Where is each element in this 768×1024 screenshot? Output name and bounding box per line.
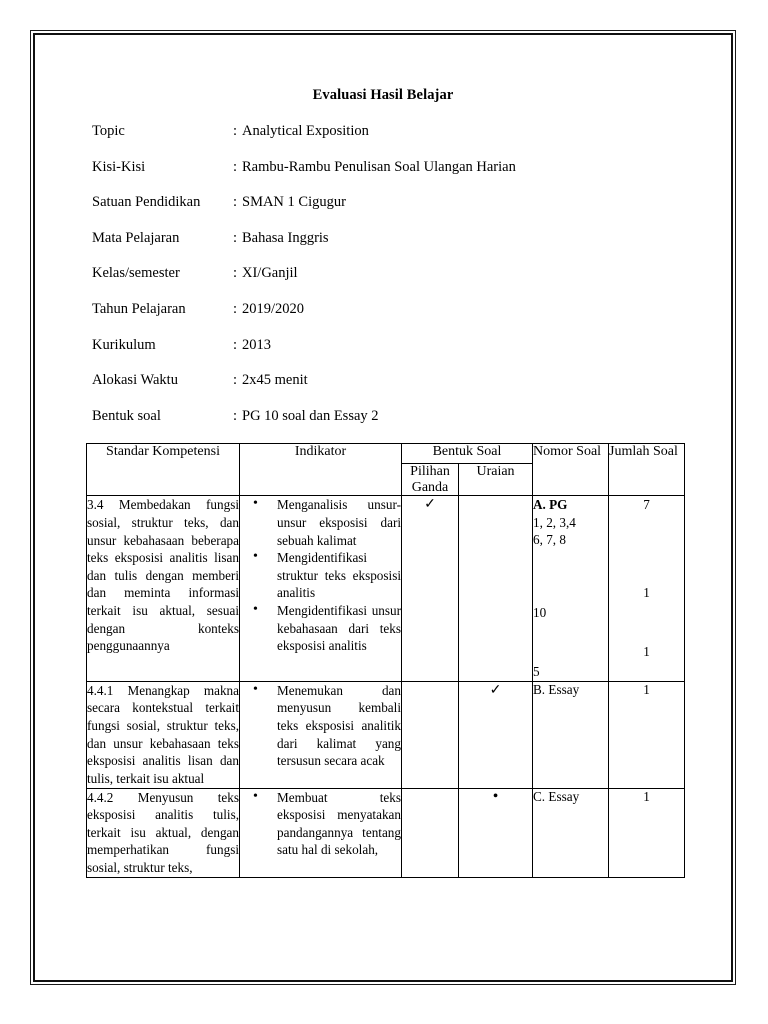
header-pilihan-ganda: Pilihan Ganda bbox=[402, 464, 459, 496]
cell-standar-kompetensi: 4.4.1 Menangkap makna secara kontekstual terkait fungsi sosial, struktur teks, dan unsur kebahasaan teks eksposisi analitis lisan dan tulis, terkait isu aktual bbox=[87, 681, 240, 788]
colon-separator: : bbox=[233, 336, 238, 353]
meta-row-kelas-semester bbox=[92, 265, 731, 282]
clipped-text bbox=[240, 789, 401, 860]
meta-label-tahun-pelajaran: Tahun Pelajaran bbox=[92, 300, 186, 317]
jumlah-second: 1 bbox=[643, 584, 650, 600]
meta-text-satuan-pendidikan: SMAN 1 Cigugur bbox=[242, 194, 346, 211]
meta-label-topic: Topic bbox=[92, 123, 125, 139]
cell-nomor-soal: B. Essay bbox=[533, 681, 609, 788]
meta-value-kisi-kisi bbox=[233, 159, 516, 176]
jumlah-third: 1 bbox=[643, 643, 650, 659]
meta-value-tahun-pelajaran bbox=[233, 301, 304, 318]
table-header-row-1 bbox=[87, 444, 685, 464]
jumlah-first: 7 bbox=[643, 497, 650, 513]
indikator-list bbox=[240, 682, 401, 770]
list-item: • Menemukan dan menyusun kembali teks eksposisi analitik dari kalimat yang tersusun secara acak bbox=[240, 682, 401, 770]
meta-text-kisi-kisi: Rambu-Rambu Penulisan Soal Ulangan Harian bbox=[242, 158, 516, 175]
meta-row-mata-pelajaran bbox=[92, 230, 731, 247]
meta-label-kelas-semester: Kelas/semester bbox=[92, 265, 180, 282]
meta-value-mata-pelajaran bbox=[233, 230, 329, 247]
cell-nomor-soal: C. Essay bbox=[533, 788, 609, 877]
meta-row-alokasi-waktu bbox=[92, 372, 731, 389]
meta-row-satuan-pendidikan bbox=[92, 194, 731, 211]
meta-label-satuan-pendidikan: Satuan Pendidikan bbox=[92, 194, 201, 211]
nomor-line-second: 10 bbox=[533, 605, 547, 621]
clipped-text: 4.4.2 Menyusun teks eksposisi analitis tulis, terkait isu aktual, dengan memperhatikan fungsi sosial, struktur teks, bbox=[87, 789, 239, 875]
meta-label-mata-pelajaran: Mata Pelajaran bbox=[92, 229, 180, 246]
cell-uraian-mark bbox=[459, 681, 533, 788]
meta-value-satuan-pendidikan bbox=[233, 194, 346, 211]
checkmark-icon: ✓ bbox=[489, 682, 502, 698]
header-standar-kompetensi: Standar Kompetensi bbox=[87, 444, 240, 496]
meta-label-bentuk-soal: Bentuk soal bbox=[92, 407, 161, 424]
table-row bbox=[87, 788, 685, 877]
cell-pilihan-ganda-mark bbox=[402, 496, 459, 681]
table-row bbox=[87, 681, 685, 788]
header-bentuk-soal: Bentuk Soal bbox=[402, 444, 533, 464]
cell-jumlah-soal: 1 bbox=[609, 681, 685, 788]
header-uraian: Uraian bbox=[459, 464, 533, 496]
checkmark-icon: ✓ bbox=[424, 497, 436, 513]
meta-row-bentuk-soal bbox=[92, 408, 731, 425]
cell-jumlah-soal bbox=[609, 496, 685, 681]
cell-nomor-soal bbox=[533, 496, 609, 681]
meta-row-kisi-kisi bbox=[92, 159, 731, 176]
colon-separator: : bbox=[233, 407, 238, 424]
cell-indikator bbox=[240, 496, 402, 681]
spacer bbox=[609, 514, 684, 584]
list-item: • Mengidentifikasi struktur teks eksposisi analitis bbox=[240, 549, 401, 602]
meta-text-topic: Analytical Exposition bbox=[242, 123, 369, 139]
metadata-fields bbox=[35, 123, 731, 425]
meta-text-tahun-pelajaran: 2019/2020 bbox=[242, 300, 305, 317]
list-item: • Mengidentifikasi unsur kebahasaan dari teks eksposisi analitis bbox=[240, 602, 401, 655]
meta-value-topic bbox=[233, 123, 369, 140]
meta-value-kurikulum bbox=[233, 337, 271, 354]
meta-text-bentuk-soal: PG 10 soal dan Essay 2 bbox=[242, 407, 379, 424]
cell-standar-kompetensi bbox=[87, 788, 240, 877]
header-jumlah-soal: Jumlah Soal bbox=[609, 444, 685, 496]
meta-text-kurikulum: 2013 bbox=[242, 336, 271, 353]
cell-uraian-mark bbox=[459, 496, 533, 681]
nomor-line: 6, 7, 8 bbox=[533, 531, 566, 547]
kisi-kisi-table bbox=[86, 443, 685, 877]
spacer bbox=[533, 621, 608, 663]
meta-label-kurikulum: Kurikulum bbox=[92, 336, 156, 353]
colon-separator: : bbox=[233, 194, 238, 211]
colon-separator: : bbox=[233, 300, 238, 317]
page-inner-border bbox=[33, 33, 733, 982]
bullet-dot-icon: • bbox=[492, 787, 499, 805]
colon-separator: : bbox=[233, 123, 238, 139]
indikator-list bbox=[240, 789, 401, 860]
header-indikator: Indikator bbox=[240, 444, 402, 496]
cell-pilihan-ganda-mark bbox=[402, 788, 459, 877]
indikator-list bbox=[240, 496, 401, 655]
page-sheet bbox=[30, 30, 736, 985]
cell-pilihan-ganda-mark bbox=[402, 681, 459, 788]
meta-text-mata-pelajaran: Bahasa Inggris bbox=[242, 229, 329, 246]
spacer bbox=[609, 601, 684, 643]
cell-indikator bbox=[240, 681, 402, 788]
colon-separator: : bbox=[233, 372, 238, 389]
meta-label-alokasi-waktu: Alokasi Waktu bbox=[92, 372, 178, 389]
cell-standar-kompetensi: 3.4 Membedakan fungsi sosial, struktur teks, dan unsur kebahasaan beberapa teks eksposisi analitis lisan dan tulis dengan memberi dan meminta informasi terkait isu aktual, sesuai dengan konteks penggunaannya bbox=[87, 496, 240, 681]
nomor-line-third: 5 bbox=[533, 664, 540, 680]
page-title: Evaluasi Hasil Belajar bbox=[312, 87, 454, 103]
meta-row-topic bbox=[92, 123, 731, 140]
nomor-heading: A. PG bbox=[533, 497, 568, 513]
list-item: • Membuat teks eksposisi menyatakan pandangannya tentang satu hal di sekolah, bbox=[240, 789, 401, 860]
cell-uraian-mark bbox=[459, 788, 533, 877]
meta-label-kisi-kisi: Kisi-Kisi bbox=[92, 158, 146, 175]
colon-separator: : bbox=[233, 158, 238, 175]
spacer bbox=[533, 548, 608, 604]
cell-indikator bbox=[240, 788, 402, 877]
colon-separator: : bbox=[233, 229, 238, 246]
meta-value-kelas-semester bbox=[233, 265, 298, 282]
meta-value-bentuk-soal bbox=[233, 408, 379, 425]
meta-text-alokasi-waktu: 2x45 menit bbox=[242, 372, 308, 389]
meta-text-kelas-semester: XI/Ganjil bbox=[242, 265, 298, 282]
cell-jumlah-soal: 1 bbox=[609, 788, 685, 877]
kisi-kisi-table-wrapper bbox=[35, 443, 731, 877]
nomor-line: 1, 2, 3,4 bbox=[533, 514, 576, 530]
meta-row-tahun-pelajaran bbox=[92, 301, 731, 318]
table-row bbox=[87, 496, 685, 681]
meta-row-kurikulum bbox=[92, 337, 731, 354]
colon-separator: : bbox=[233, 265, 238, 282]
meta-value-alokasi-waktu bbox=[233, 372, 308, 389]
header-nomor-soal: Nomor Soal bbox=[533, 444, 609, 496]
list-item: • Menganalisis unsur-unsur eksposisi dari sebuah kalimat bbox=[240, 496, 401, 549]
